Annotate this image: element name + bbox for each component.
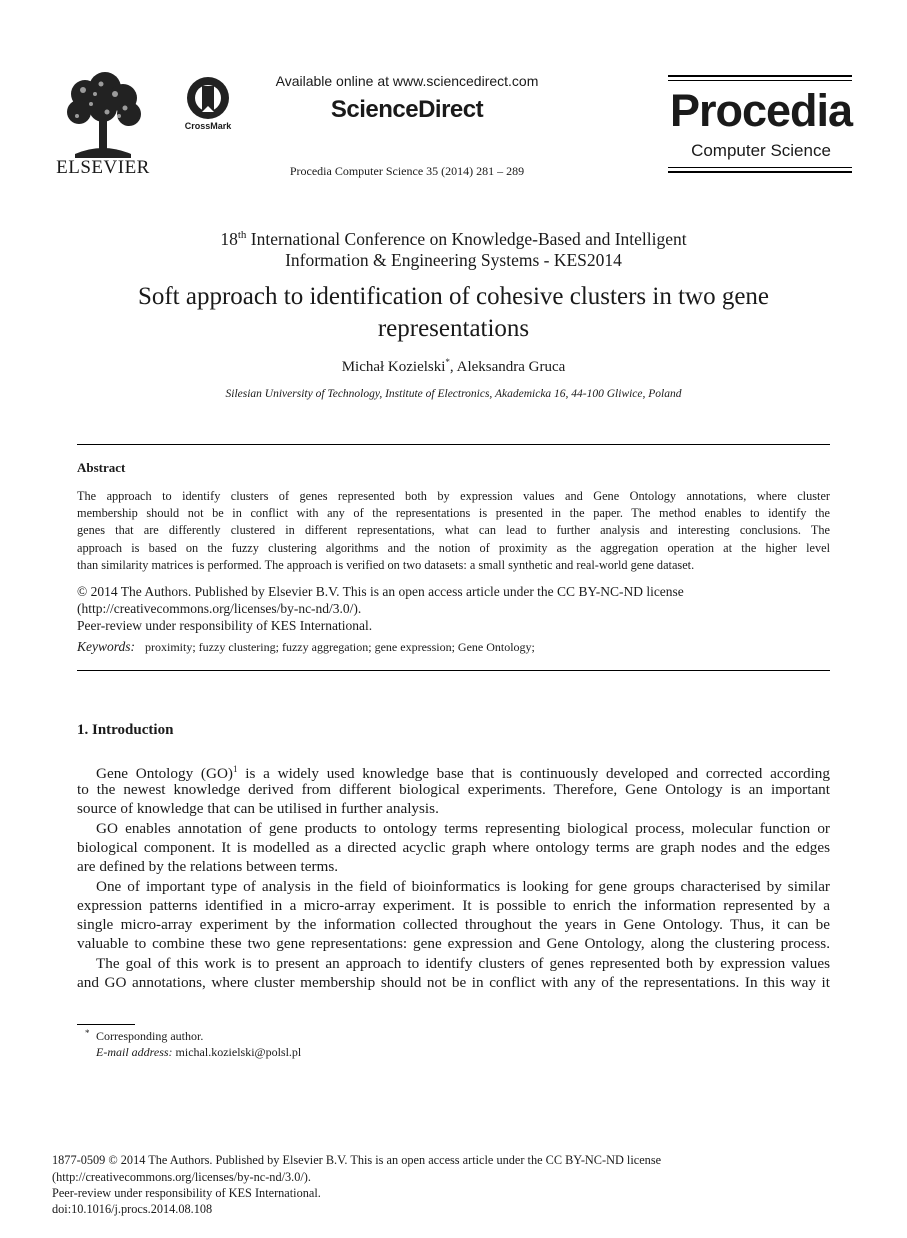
- journal-reference: Procedia Computer Science 35 (2014) 281 – 289: [289, 164, 525, 178]
- footer-peer-review: Peer-review under responsibility of KES International.: [52, 1186, 321, 1200]
- footer-license-line: 1877-0509 © 2014 The Authors. Published by Elsevier B.V. This is an open access article under the CC BY-NC-ND license: [52, 1153, 662, 1167]
- footnote-ref[interactable]: 1: [232, 764, 238, 774]
- email-line: [96, 1045, 301, 1060]
- procedia-rule: [668, 80, 852, 81]
- body-line: expression patterns identified in a micro-array experiment. It is possible to enrich the information represented by a: [77, 897, 830, 914]
- email-address[interactable]: michal.kozielski@polsl.pl: [175, 1045, 302, 1059]
- body-line: GO enables annotation of gene products to ontology terms representing biological process, molecular function or: [96, 820, 830, 837]
- author-name: Michał Kozielski: [341, 359, 446, 375]
- license-link[interactable]: (http://creativecommons.org/licenses/by-nc-nd/3.0/).: [77, 601, 362, 616]
- corresponding-author-mark[interactable]: *: [445, 357, 450, 367]
- section-divider: [77, 444, 830, 445]
- license-line: © 2014 The Authors. Published by Elsevier B.V. This is an open access article under the CC BY-NC-ND license: [77, 584, 684, 599]
- abstract-heading: Abstract: [77, 460, 126, 475]
- abstract-line: membership should not be in conflict with any of the representations is presented in the paper. The method enables to identify the: [77, 506, 830, 520]
- abstract-line: than similarity matrices is performed. The approach is verified on two datasets: a small synthetic and real-world gene dataset.: [77, 558, 695, 572]
- paper-title-line-2: representations: [377, 315, 530, 342]
- section-divider: [77, 670, 830, 671]
- conference-line-2: Information & Engineering Systems - KES2014: [285, 250, 622, 270]
- available-online-text: Available online at www.sciencedirect.com: [275, 73, 539, 89]
- footnote-mark: *: [85, 1028, 90, 1038]
- conference-ordinal-suffix: th: [237, 229, 247, 242]
- email-label: E-mail address:: [96, 1045, 173, 1059]
- body-line: to the newest knowledge derived from different biological experiments. Therefore, Gene Ontology is an important: [77, 781, 830, 798]
- body-line: and GO annotations, where cluster membership should not be in conflict with any of the representations. In this way it: [77, 974, 830, 991]
- conference-line-1: [60, 229, 847, 250]
- body-line: valuable to combine these two gene representations: gene expression and Gene Ontology, along the clustering process.: [77, 935, 830, 952]
- author-list: [60, 357, 847, 376]
- keywords-list: proximity; fuzzy clustering; fuzzy aggregation; gene expression; Gene Ontology;: [145, 640, 535, 654]
- procedia-logo-title: Procedia: [669, 85, 853, 136]
- procedia-rule: [668, 171, 852, 173]
- elsevier-wordmark: ELSEVIER: [56, 157, 150, 178]
- author-name: Aleksandra Gruca: [456, 359, 566, 375]
- conference-name-part: International Conference on Knowledge-Based and Intelligent: [246, 229, 687, 249]
- author-separator: ,: [449, 359, 457, 375]
- body-line: Gene Ontology (GO)$^1$ is a widely used knowledge base that is continuously developed and corrected according: [96, 764, 830, 783]
- abstract-line: The approach to identify clusters of genes represented both by expression values and Gene Ontology annotations, where cluster: [77, 489, 830, 503]
- abstract-line: genes that are differently clustered in different representations, what can lead to further analysis and interesting conclusions. The: [77, 523, 830, 537]
- footer-license-link[interactable]: (http://creativecommons.org/licenses/by-nc-nd/3.0/).: [52, 1170, 311, 1184]
- body-line: The goal of this work is to present an approach to identify clusters of genes represented both by expression values: [96, 955, 830, 972]
- body-line: source of knowledge that can be utilised in further analysis.: [77, 800, 439, 817]
- corresponding-author-note: Corresponding author.: [96, 1029, 204, 1043]
- keywords-line: [77, 639, 535, 655]
- body-line: biological component. It is modelled as a directed acyclic graph where ontology terms are graph nodes and the edges: [77, 839, 830, 856]
- keywords-label: Keywords:: [77, 639, 135, 654]
- procedia-rule: [668, 75, 852, 77]
- procedia-logo-subtitle: Computer Science: [691, 141, 831, 160]
- author-affiliation: Silesian University of Technology, Institute of Electronics, Akademicka 16, 44-100 Gliwice, Poland: [225, 388, 682, 400]
- body-line: single micro-array experiment by the information collected throughout the years in Gene Ontology. Thus, it can be: [77, 916, 830, 933]
- footer-doi[interactable]: doi:10.1016/j.procs.2014.08.108: [52, 1202, 213, 1216]
- peer-review-note: Peer-review under responsibility of KES International.: [77, 618, 373, 633]
- introduction-heading: 1. Introduction: [77, 722, 174, 738]
- sciencedirect-wordmark: ScienceDirect: [330, 96, 484, 123]
- body-line: are defined by the relations between terms.: [77, 858, 339, 875]
- conference-ordinal: 18: [220, 229, 238, 249]
- body-line: One of important type of analysis in the field of bioinformatics is looking for gene groups characterised by similar: [96, 878, 830, 895]
- paper-title-line-1: Soft approach to identification of cohesive clusters in two gene: [137, 283, 770, 310]
- abstract-line: approach is based on the fuzzy clustering algorithms and the notion of proximity as the aggregation operation at the higher level: [77, 541, 830, 555]
- procedia-rule: [668, 167, 852, 168]
- footnote-divider: [77, 1024, 135, 1025]
- crossmark-label: CrossMark: [184, 121, 232, 131]
